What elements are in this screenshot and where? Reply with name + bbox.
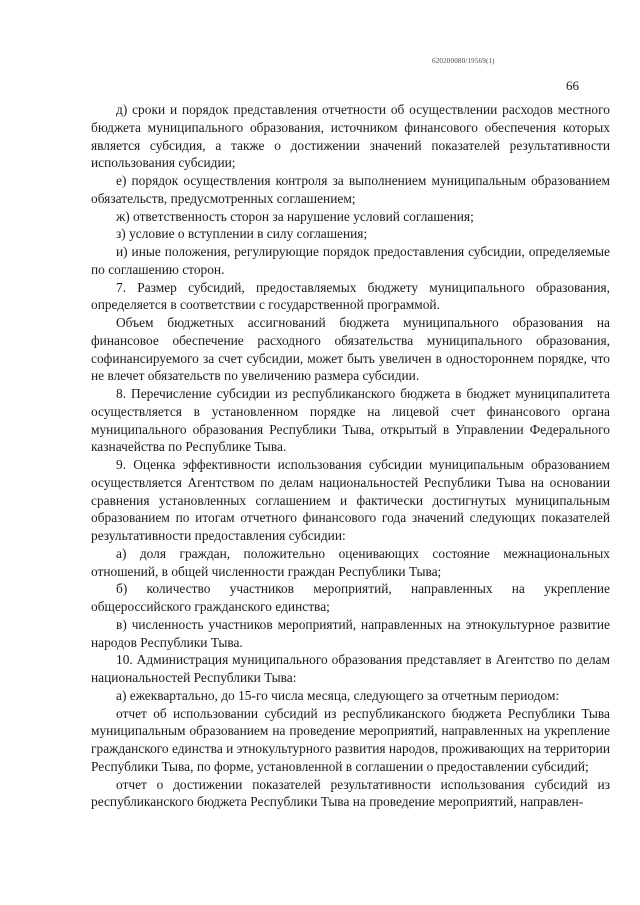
paragraph: з) условие о вступлении в силу соглашения;	[116, 226, 368, 242]
document-id: 620200080/19569(1)	[432, 57, 495, 65]
paragraph: ж) ответственность сторон за нарушение условий соглашения;	[116, 208, 474, 224]
paragraph: а) ежеквартально, до 15-го числа месяца, следующего за отчетным периодом:	[116, 687, 560, 703]
paragraph: 9. Оценка эффективности использования субсидии муниципальным образованием осуществляется Агентством по делам национальностей Республики Тыва на основании сравнения установленных соглашением и фактически достигнутых муниципальным образованием по итогам отчетного финансового года значений следующих показателей результативности предоставления субсидии:	[91, 457, 610, 543]
paragraph: в) численность участников мероприятий, направленных на этнокультурное развитие народов Республики Тыва.	[91, 616, 610, 650]
paragraph: 7. Размер субсидий, предоставляемых бюджету муниципального образования, определяется в соответствии с государственной программой.	[91, 279, 610, 313]
paragraph: отчет об использовании субсидий из республиканского бюджета Республики Тыва муниципальным образованием на проведение мероприятий, направленных на укрепление гражданского единства и этнокультурного развития народов, проживающих на территории Республики Тыва, по форме, установленной в соглашении о предоставлении субсидий;	[91, 705, 610, 774]
paragraph: 10. Администрация муниципального образования представляет в Агентство по делам национальностей Республики Тыва:	[91, 652, 610, 685]
paragraph: б) количество участников мероприятий, направленных на укрепление общероссийского гражданского единства;	[91, 581, 610, 614]
paragraph: 8. Перечисление субсидии из республиканского бюджета в бюджет муниципалитета осуществляется в установленном порядке на лицевой счет финансового органа муниципального образования Республики Тыва, открытый в Управлении Федерального казначейства по Республике Тыва.	[91, 386, 610, 455]
document-body	[91, 101, 610, 811]
paragraph: д) сроки и порядок представления отчетности об осуществлении расходов местного бюджета муниципального образования, источником финансового обеспечения которых является субсидия, а также о достижении значений показателей результативности использования субсидии;	[91, 102, 610, 171]
paragraph: а) доля граждан, положительно оценивающих состояние межнациональных отношений, в общей численности граждан Республики Тыва;	[91, 545, 610, 579]
paragraph: и) иные положения, регулирующие порядок предоставления субсидии, определяемые по соглашению сторон.	[91, 244, 610, 277]
page-number: 66	[566, 78, 579, 93]
paragraph: е) порядок осуществления контроля за выполнением муниципальным образованием обязательств, предусмотренных соглашением;	[91, 173, 610, 206]
paragraph: отчет о достижении показателей результативности использования субсидий из республиканского бюджета Республики Тыва на проведение мероприятий, направлен-	[91, 776, 610, 810]
paragraph: Объем бюджетных ассигнований бюджета муниципального образования на финансовое обеспечение расходного обязательства муниципального образования, софинансируемого за счет субсидии, может быть увеличен в одностороннем порядке, что не влечет обязательств по увеличению размера субсидии.	[91, 315, 610, 384]
